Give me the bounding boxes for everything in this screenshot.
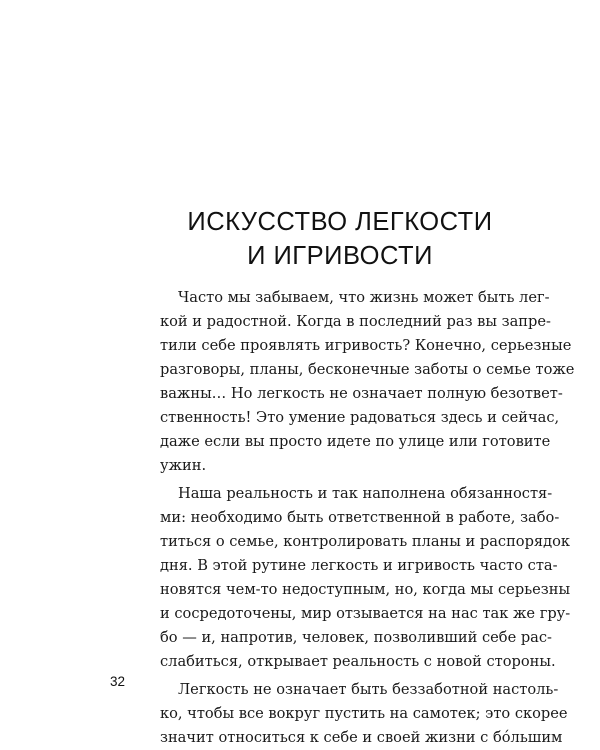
chapter-title [150,205,530,273]
text-line: кой и радостной. Когда в последний раз вы запре- [160,313,551,330]
text-line: дня. В этой рутине легкость и игривость часто ста- [160,557,558,574]
text-line: титься о семье, контролировать планы и распорядок [160,533,571,550]
body-text [160,286,575,750]
chapter-title-line-1: ИСКУССТВО ЛЕГКОСТИ [187,208,493,236]
text-line: Часто мы забываем, что жизнь может быть лег- [178,289,550,306]
text-line: разговоры, планы, бесконечные заботы о семье тоже [160,361,575,378]
text-line: ми: необходимо быть ответственной в работе, забо- [160,509,560,526]
text-line: Легкость не означает быть беззаботной настоль- [178,681,559,698]
text-line: и сосредоточены, мир отзывается на нас так же гру- [160,605,571,622]
paragraph-2 [160,482,571,674]
paragraph-1 [160,286,575,478]
text-line: ственность! Это умение радоваться здесь и сейчас, [160,409,560,426]
text-line: ужин. [160,457,207,474]
chapter-title-line-2: И ИГРИВОСТИ [247,242,433,270]
text-line: бо — и, напротив, человек, позволивший себе рас- [160,629,552,646]
text-line: важны… Но легкость не означает полную безответ- [160,385,563,402]
text-line: значит относиться к себе и своей жизни с бóльшим [160,729,563,746]
text-line: новятся чем-то недоступным, но, когда мы серьезны [160,581,571,598]
text-line: тили себе проявлять игривость? Конечно, серьезные [160,337,572,354]
text-line: ко, чтобы все вокруг пустить на самотек; это скорее [160,705,568,722]
page-number: 32 [110,674,126,689]
text-line: даже если вы просто идете по улице или готовите [160,433,551,450]
text-line: Наша реальность и так наполнена обязанностя- [178,485,553,502]
paragraph-3 [160,678,568,750]
text-line: слабиться, открывает реальность с новой стороны. [160,653,556,670]
